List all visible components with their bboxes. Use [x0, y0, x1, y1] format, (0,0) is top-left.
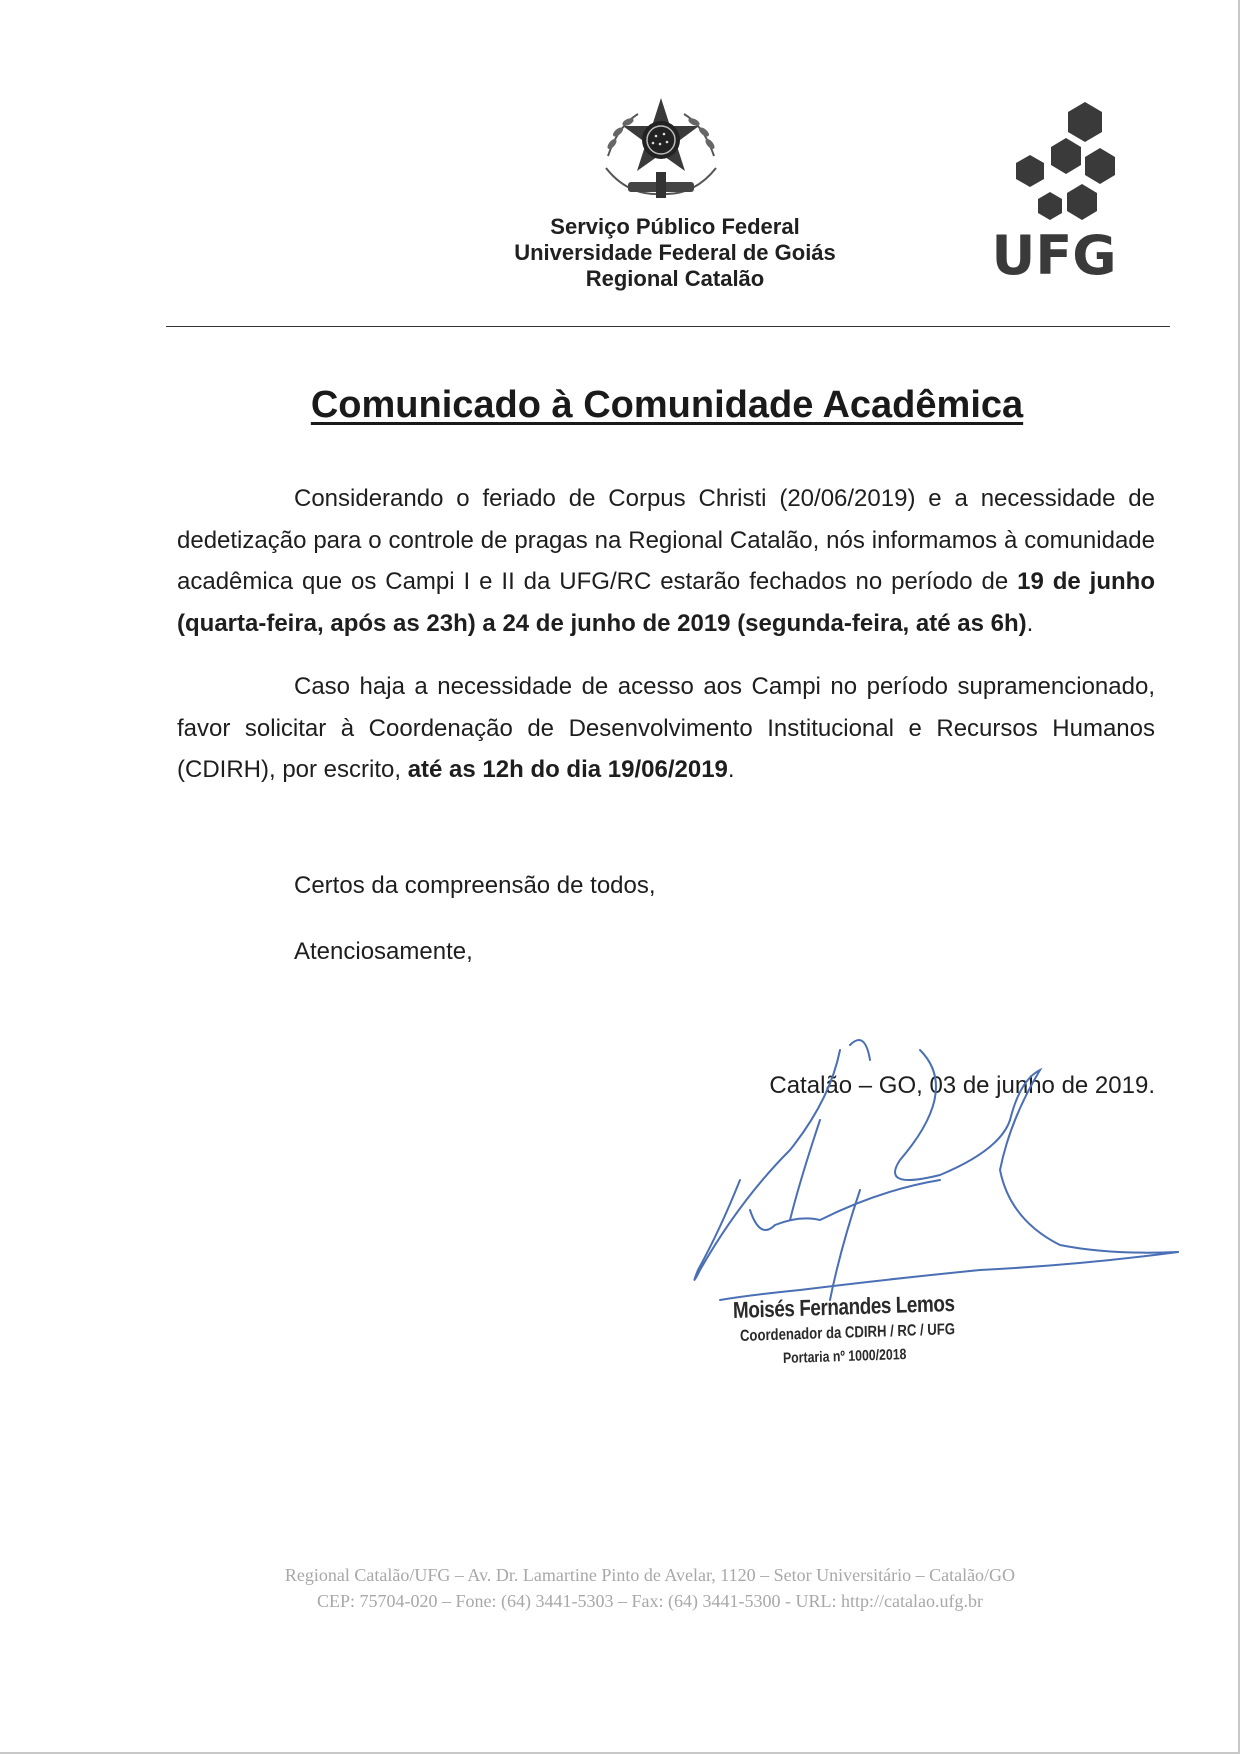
- paragraph-1-emphasis: 19 de junho (quarta-feira, após as 23h) a 24 de junho de 2019 (segunda-feira, até as 6h): [177, 568, 1155, 637]
- paragraph-2: Caso haja a necessidade de acesso aos Campi no período supramencionado, favor solicitar à Coordenação de Desenvolvimento Institucional e Recursos Humanos (CDIRH), por escrito, até as 12h do dia 19/06/2019.: [177, 673, 1155, 783]
- title-container: [0, 384, 1240, 427]
- paragraph-1: Considerando o feriado de Corpus Christi (20/06/2019) e a necessidade de dedetização para o controle de pragas na Regional Catalão, nós informamos à comunidade acadêmica que os Campi I e II da UFG/RC estarão fechados no período de 19 de junho (quarta-feira, após as 23h) a 24 de junho de 2019 (segunda-feira, até as 6h).: [177, 485, 1155, 637]
- signatory-role: Coordenador da CDIRH / RC / UFG: [739, 1321, 956, 1345]
- closing-line-2: Atenciosamente,: [294, 938, 473, 965]
- brazil-coat-of-arms-icon: [598, 96, 724, 210]
- document-body: [177, 478, 1155, 791]
- header-line-2: Universidade Federal de Goiás: [514, 240, 836, 265]
- document-title: Comunicado à Comunidade Acadêmica: [310, 384, 1024, 426]
- ufg-hexagons-icon: [1016, 102, 1115, 220]
- ufg-logo-text: UFG: [991, 224, 1117, 280]
- header-divider: [166, 326, 1170, 327]
- footer-line-1: Regional Catalão/UFG – Av. Dr. Lamartine Pinto de Avelar, 1120 – Setor Universitário – Catalão/GO: [284, 1565, 1016, 1585]
- address-footer: [200, 1562, 1100, 1614]
- signatory-portaria: Portaria nº 1000/2018: [782, 1346, 907, 1367]
- paragraph-2-emphasis: até as 12h do dia 19/06/2019: [407, 756, 728, 783]
- ufg-logo: [980, 100, 1128, 280]
- header-line-3: Regional Catalão: [585, 266, 765, 291]
- institution-header: [480, 214, 870, 292]
- header-line-1: Serviço Público Federal: [550, 214, 800, 239]
- place-date: Catalão – GO, 03 de junho de 2019.: [769, 1072, 1155, 1099]
- footer-line-2: CEP: 75704-020 – Fone: (64) 3441-5303 – Fax: (64) 3441-5300 - URL: http://catalao.ufg.br: [317, 1591, 983, 1611]
- signatory-name: Moisés Fernandes Lemos: [732, 1289, 955, 1323]
- closing-line-1: Certos da compreensão de todos,: [294, 872, 656, 899]
